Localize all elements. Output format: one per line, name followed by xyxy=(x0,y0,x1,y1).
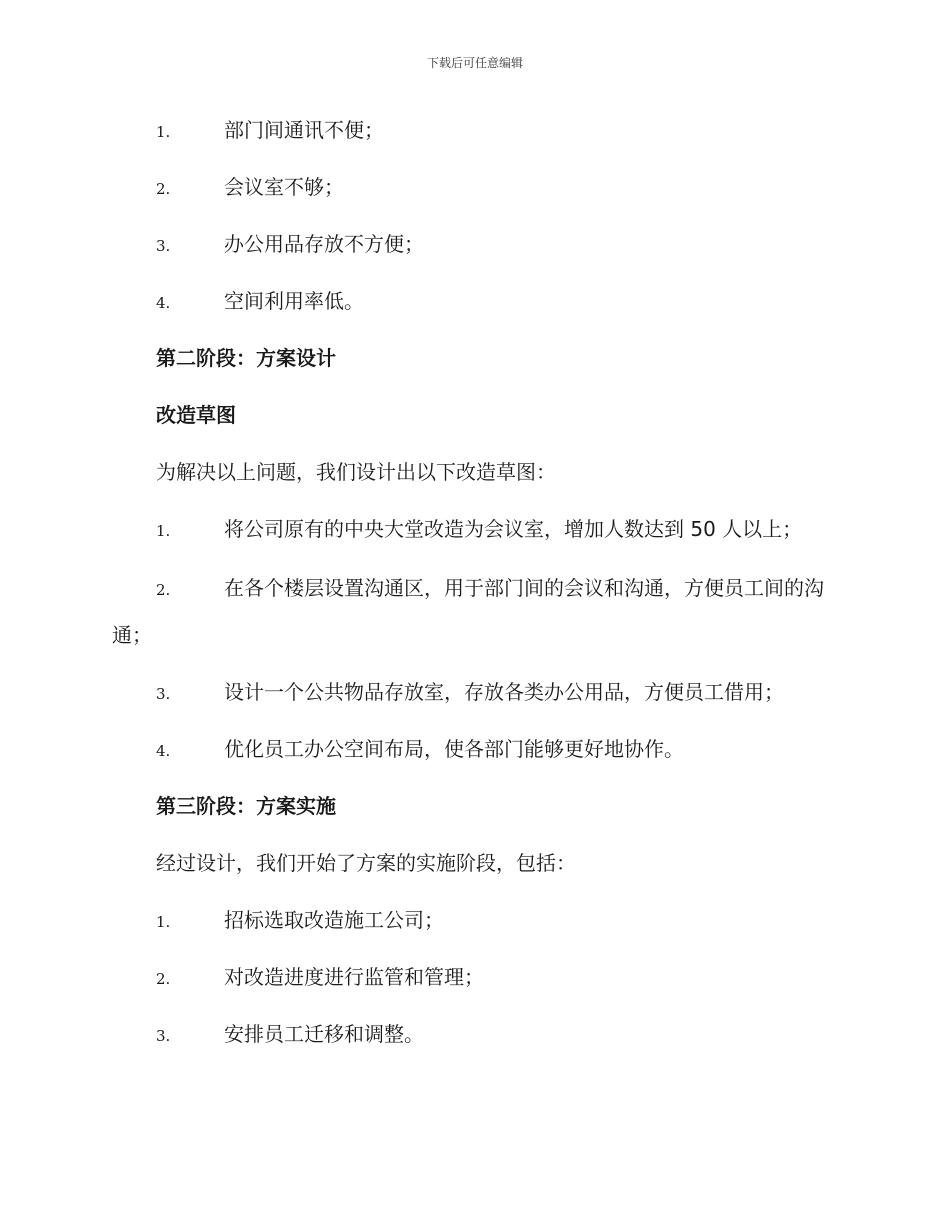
list-number: 3. xyxy=(156,685,171,703)
list-number: 1. xyxy=(156,123,171,141)
paragraph: 为解决以上问题，我们设计出以下改造草图： xyxy=(156,460,556,484)
list-item xyxy=(112,108,837,165)
list-item xyxy=(112,222,837,279)
list-text: 在各个楼层设置沟通区，用于部门间的会议和沟通，方便员工间的沟通； xyxy=(112,576,824,647)
list-item xyxy=(112,566,837,658)
page-header: 下载后可任意编辑 xyxy=(426,56,523,70)
list-item xyxy=(112,1012,837,1069)
list-number: 1. xyxy=(156,913,171,931)
list-item xyxy=(112,727,837,784)
list-number: 4. xyxy=(156,294,171,312)
list-text: 空间利用率低。 xyxy=(224,289,364,313)
list-text: 对改造进度进行监管和管理； xyxy=(224,965,484,989)
list-text: 将公司原有的中央大堂改造为会议室，增加人数达到 50 人以上； xyxy=(224,517,803,541)
list-text: 招标选取改造施工公司； xyxy=(224,908,444,932)
list-text: 安排员工迁移和调整。 xyxy=(224,1022,424,1046)
list-number: 3. xyxy=(156,237,171,255)
list-text: 设计一个公共物品存放室，存放各类办公用品，方便员工借用； xyxy=(224,680,784,704)
section-heading: 第三阶段：方案实施 xyxy=(156,794,336,818)
list-number: 2. xyxy=(156,581,171,599)
list-item xyxy=(112,898,837,955)
list-number: 2. xyxy=(156,180,171,198)
subsection-heading: 改造草图 xyxy=(156,403,236,427)
list-item xyxy=(112,507,837,554)
list-text: 会议室不够； xyxy=(224,175,344,199)
paragraph: 经过设计，我们开始了方案的实施阶段，包括： xyxy=(156,851,576,875)
list-number: 3. xyxy=(156,1027,171,1045)
document-body xyxy=(112,108,837,1069)
list-text: 优化员工办公空间布局，使各部门能够更好地协作。 xyxy=(224,737,684,761)
list-number: 2. xyxy=(156,970,171,988)
list-item xyxy=(112,165,837,222)
list-item xyxy=(112,279,837,336)
list-item xyxy=(112,670,837,727)
list-text: 办公用品存放不方便； xyxy=(224,232,424,256)
section-heading: 第二阶段：方案设计 xyxy=(156,346,336,370)
list-text: 部门间通讯不便； xyxy=(224,118,384,142)
list-number: 4. xyxy=(156,742,171,760)
list-number: 1. xyxy=(156,522,171,540)
list-item xyxy=(112,955,837,1012)
